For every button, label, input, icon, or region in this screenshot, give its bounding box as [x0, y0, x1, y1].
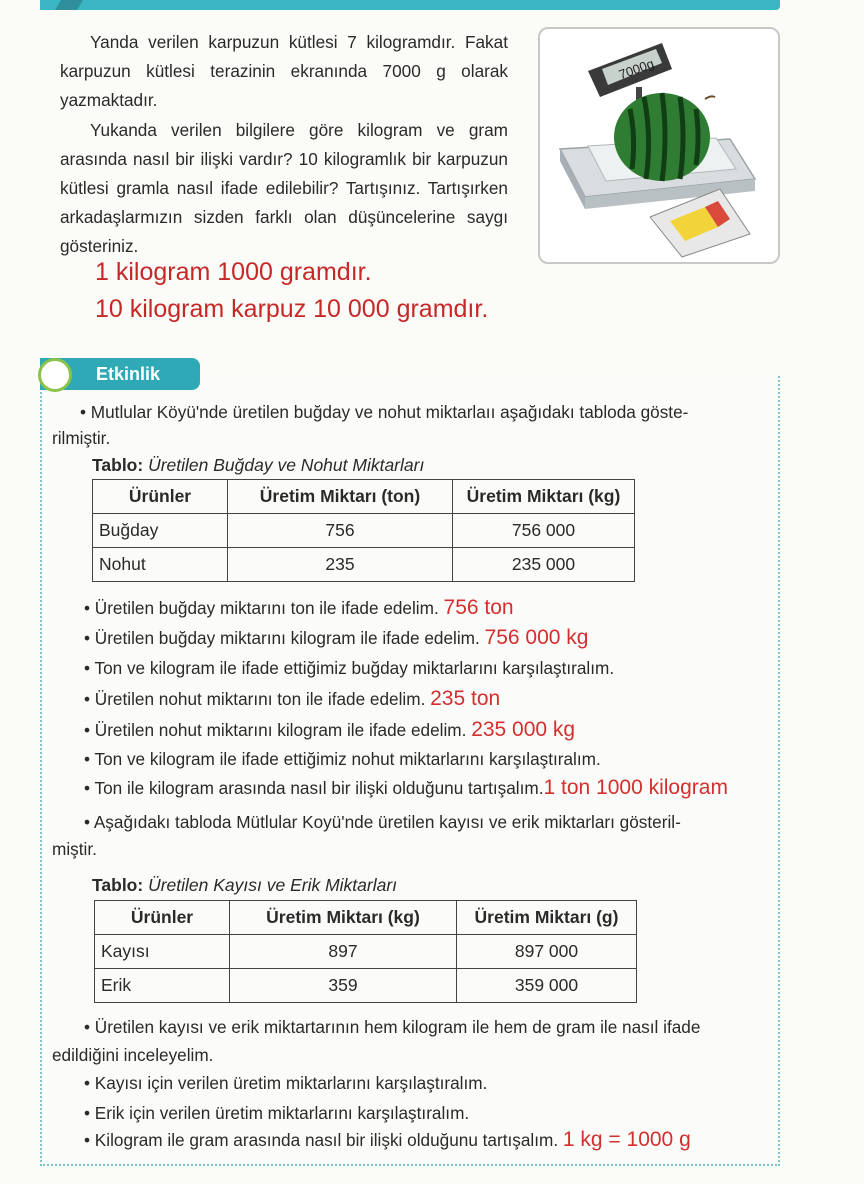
intro-paragraph-2: Yukanda verilen bilgilere göre kilogram ve gram arasında nasıl bir ilişki vardır? 10 kilogramlık bir karpuzun kütlesi gramla nasıl ifade edilebilir? Tartışınız. Tartışırken arkadaşlarmızın sizden farklı olan düşüncelerine saygı gösteriniz. — [60, 119, 508, 257]
bullet-answer: 756 ton — [443, 596, 514, 619]
display-text: 7000g — [616, 55, 656, 83]
table-cell: 756 000 — [453, 514, 635, 548]
bullet-line — [84, 596, 514, 620]
bullet-text: • Ton ile kilogram arasında nasıl bir ilişki olduğunu tartışalım. — [84, 778, 544, 798]
second-intro-line-2: miştir. — [52, 839, 97, 859]
table2-caption-label: Tablo: — [92, 875, 144, 895]
activity-icon — [38, 358, 72, 392]
bullet-answer: 1 ton 1000 kilogram — [543, 776, 728, 799]
bullet-text: • Ton ve kilogram ile ifade ettiğimiz nohut miktarlarını karşılaştıralım. — [84, 749, 601, 769]
table-row — [93, 514, 635, 548]
table-cell: Kayısı — [95, 935, 230, 969]
activity-intro-line-1: • Mutlular Köyü'nde üretilen buğday ve nohut miktarlaıı aşağıdakı tabloda göste- — [80, 402, 689, 422]
table-cell: 359 — [230, 969, 457, 1003]
table-header: Ürünler — [93, 480, 228, 514]
bullet-line — [84, 658, 614, 679]
table-cell: Erik — [95, 969, 230, 1003]
table-cell: 235 — [228, 548, 453, 582]
intro-text — [60, 28, 508, 262]
final-line-2: edildiğini inceleyelim. — [52, 1045, 214, 1065]
final-bullet-text: • Kilogram ile gram arasında nasıl bir ilişki olduğunu tartışalım. — [84, 1130, 559, 1150]
table-header: Üretim Miktarı (kg) — [453, 480, 635, 514]
bullet-line — [84, 626, 589, 650]
final-answer: 1 kg = 1000 g — [562, 1128, 691, 1151]
bullet-text: • Üretilen buğday miktarını ton ile ifade edelim. — [84, 598, 439, 618]
bullet-line — [84, 687, 500, 711]
bullet-text: • Üretilen nohut miktarını ton ile ifade edelim. — [84, 689, 426, 709]
table-row — [93, 548, 635, 582]
table-row — [95, 969, 637, 1003]
table-header: Üretim Miktarı (ton) — [228, 480, 453, 514]
table-cell: 756 — [228, 514, 453, 548]
bullet-answer: 235 000 kg — [471, 718, 576, 741]
final-bullet-with-answer — [84, 1128, 691, 1152]
table-cell: 897 — [230, 935, 457, 969]
bullet-line — [84, 776, 728, 800]
table-wheat-chickpea — [92, 479, 635, 582]
answer-line-2: 10 kilogram karpuz 10 000 gramdır. — [95, 295, 489, 323]
watermelon-stem — [705, 96, 715, 99]
table-header: Üretim Miktarı (kg) — [230, 901, 457, 935]
header-strip — [40, 0, 780, 10]
table-header-row — [93, 480, 635, 514]
table2-caption — [92, 875, 397, 896]
bullet-answer: 235 ton — [430, 687, 501, 710]
second-intro-line-1: • Aşağıdakı tabloda Mütlular Koyü'nde üretilen kayısı ve erik miktarları gösteril- — [84, 812, 681, 832]
table-header-row — [95, 901, 637, 935]
table2-caption-title: Üretilen Kayısı ve Erik Miktarları — [148, 875, 398, 895]
activity-intro-line-2: rilmiştir. — [52, 428, 111, 448]
table-cell: 359 000 — [457, 969, 637, 1003]
bullet-line — [84, 718, 575, 742]
table1-caption — [92, 455, 424, 476]
table1-caption-title: Üretilen Buğday ve Nohut Miktarları — [148, 455, 425, 475]
bullet-text: • Üretilen buğday miktarını kilogram ile ifade edelim. — [84, 628, 480, 648]
watermelon-scale-illustration — [538, 27, 780, 264]
final-bullet: • Kayısı için verilen üretim miktarlarını karşılaştıralım. — [84, 1073, 488, 1093]
table-cell: 897 000 — [457, 935, 637, 969]
table-cell: 235 000 — [453, 548, 635, 582]
table-cell: Buğday — [93, 514, 228, 548]
table-header: Ürünler — [95, 901, 230, 935]
scale-image — [540, 29, 778, 262]
answer-line-1: 1 kilogram 1000 gramdır. — [95, 258, 372, 286]
bullet-answer: 756 000 kg — [484, 626, 589, 649]
bullet-line — [84, 749, 601, 770]
table-apricot-plum — [94, 900, 637, 1003]
bullet-text: • Üretilen nohut miktarını kilogram ile ifade edelim. — [84, 720, 467, 740]
activity-title: Etkinlik — [96, 364, 161, 384]
table1-caption-label: Tablo: — [92, 455, 144, 475]
final-line-1: • Üretilen kayısı ve erik miktartarının hem kilogram ile hem de gram ile nasıl ifade — [84, 1017, 701, 1037]
table-row — [95, 935, 637, 969]
bullet-text: • Ton ve kilogram ile ifade ettiğimiz buğday miktarlarını karşılaştıralım. — [84, 658, 615, 678]
intro-paragraph-1: Yanda verilen karpuzun kütlesi 7 kilogramdır. Fakat karpuzun kütlesi terazinin ekranında 7000 g olarak yazmaktadır. — [60, 32, 508, 111]
final-bullet: • Erik için verilen üretim miktarlarını karşılaştıralım. — [84, 1103, 470, 1123]
table-header: Üretim Miktarı (g) — [457, 901, 637, 935]
table-cell: Nohut — [93, 548, 228, 582]
